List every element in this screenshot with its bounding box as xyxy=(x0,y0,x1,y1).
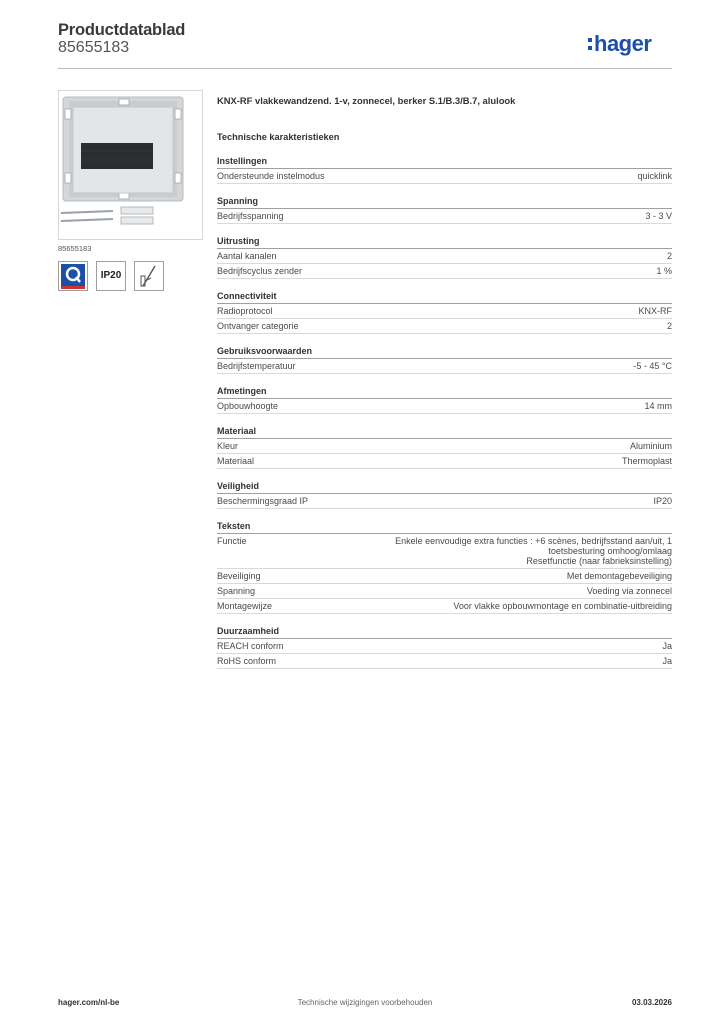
product-image xyxy=(58,90,203,240)
spec-value: 14 mm xyxy=(644,401,672,411)
spec-section xyxy=(217,426,672,469)
spec-row xyxy=(217,169,672,184)
spec-value: -5 - 45 °C xyxy=(633,361,672,371)
spec-row xyxy=(217,439,672,454)
spec-label: Beveiliging xyxy=(217,571,261,581)
spec-section xyxy=(217,346,672,374)
spec-section xyxy=(217,521,672,614)
svg-text:hager: hager xyxy=(594,31,652,56)
technical-heading: Technische karakteristieken xyxy=(217,132,340,142)
spec-value: Thermoplast xyxy=(621,456,672,466)
spec-section xyxy=(217,291,672,334)
document-title: Productdatablad xyxy=(58,21,186,39)
section-title: Duurzaamheid xyxy=(217,626,672,639)
spec-value: Aluminium xyxy=(629,441,672,451)
header-divider xyxy=(58,68,672,69)
section-title: Instellingen xyxy=(217,156,672,169)
document-article-number: 85655183 xyxy=(58,39,130,56)
spec-section xyxy=(217,481,672,509)
spec-value: 3 - 3 V xyxy=(645,211,672,221)
mounting-tool-icon xyxy=(134,261,164,291)
section-title: Veiligheid xyxy=(217,481,672,494)
section-title: Gebruiksvoorwaarden xyxy=(217,346,672,359)
spec-row xyxy=(217,599,672,614)
page-footer xyxy=(58,998,672,1012)
spec-label: Spanning xyxy=(217,586,256,596)
ip-rating-icon: IP20 xyxy=(96,261,126,291)
spec-label: Ontvanger categorie xyxy=(217,321,299,331)
spec-label: Radioprotocol xyxy=(217,306,273,316)
spec-value: KNX-RF xyxy=(638,306,672,316)
spec-value: 1 % xyxy=(656,266,672,276)
spec-row xyxy=(217,569,672,584)
spec-section xyxy=(217,196,672,224)
spec-label: Opbouwhoogte xyxy=(217,401,279,411)
spec-label: Beschermingsgraad IP xyxy=(217,496,309,506)
spec-row xyxy=(217,639,672,654)
section-title: Materiaal xyxy=(217,426,672,439)
spec-label: Bedrijfscyclus zender xyxy=(217,266,303,276)
spec-row xyxy=(217,584,672,599)
spec-label: Materiaal xyxy=(217,456,255,466)
spec-sections xyxy=(217,156,672,669)
spec-value: Met demontagebeveiliging xyxy=(566,571,672,581)
spec-section xyxy=(217,386,672,414)
hager-logo xyxy=(588,30,672,56)
spec-label: Montagewijze xyxy=(217,601,273,611)
spec-row xyxy=(217,454,672,469)
spec-label: Bedrijfsspanning xyxy=(217,211,284,221)
spec-section xyxy=(217,236,672,279)
spec-label: RoHS conform xyxy=(217,656,277,666)
spec-section xyxy=(217,156,672,184)
spec-value: Voeding via zonnecel xyxy=(586,586,672,596)
spec-row xyxy=(217,209,672,224)
spec-value: IP20 xyxy=(653,496,672,506)
spec-row xyxy=(217,264,672,279)
section-title: Afmetingen xyxy=(217,386,672,399)
spec-value: Voor vlakke opbouwmontage en combinatie-uitbreiding xyxy=(453,601,672,611)
spec-section xyxy=(217,626,672,669)
footer-website: hager.com/nl-be xyxy=(58,998,120,1007)
spec-row xyxy=(217,399,672,414)
spec-row xyxy=(217,494,672,509)
spec-value: Enkele eenvoudige extra functies : +6 scènes, bedrijfsstand aan/uit, 1 toetsbesturing omhoog/omlaag Resetfunctie (naar fabrieksinstelling) xyxy=(395,536,672,566)
spec-value: 2 xyxy=(666,321,672,331)
spec-label: Ondersteunde instelmodus xyxy=(217,171,325,181)
spec-row xyxy=(217,319,672,334)
spec-row xyxy=(217,654,672,669)
spec-value: Ja xyxy=(662,641,672,651)
spec-row xyxy=(217,359,672,374)
section-title: Connectiviteit xyxy=(217,291,672,304)
spec-row xyxy=(217,304,672,319)
spec-row xyxy=(217,249,672,264)
spec-label: Bedrijfstemperatuur xyxy=(217,361,296,371)
quality-mark-icon xyxy=(58,261,88,291)
image-caption: 85655183 xyxy=(58,244,92,253)
spec-value: Ja xyxy=(662,656,672,666)
section-title: Spanning xyxy=(217,196,672,209)
section-title: Uitrusting xyxy=(217,236,672,249)
spec-label: REACH conform xyxy=(217,641,284,651)
page-header xyxy=(58,20,672,70)
spec-value: quicklink xyxy=(637,171,672,181)
footer-disclaimer: Technische wijzigingen voorbehouden xyxy=(297,998,433,1007)
product-name: KNX-RF vlakkewandzend. 1-v, zonnecel, berker S.1/B.3/B.7, alulook xyxy=(217,95,516,106)
spec-label: Functie xyxy=(217,536,247,546)
spec-row xyxy=(217,534,672,569)
spec-label: Aantal kanalen xyxy=(217,251,277,261)
section-title: Teksten xyxy=(217,521,672,534)
spec-value: 2 xyxy=(666,251,672,261)
footer-date: 03.03.2026 xyxy=(631,998,672,1007)
technical-content xyxy=(217,95,672,681)
spec-label: Kleur xyxy=(217,441,239,451)
